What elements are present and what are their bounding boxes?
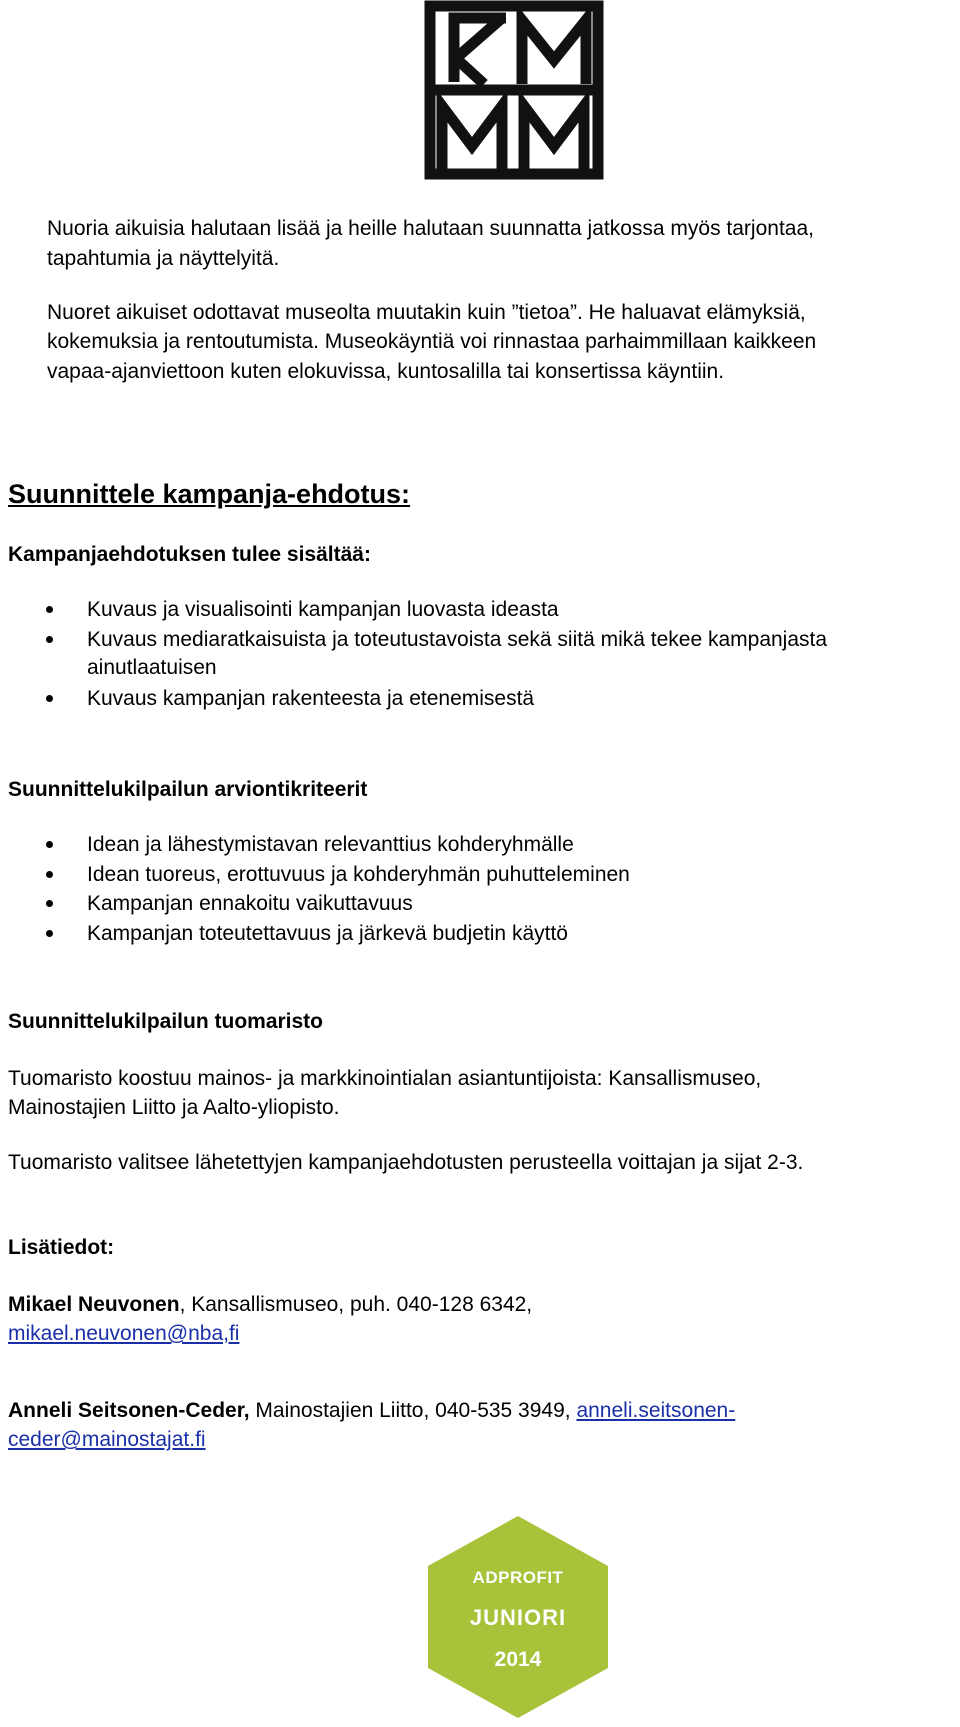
badge-line-3: 2014 xyxy=(494,1648,542,1671)
intro-paragraph-2-line-3: vapaa-ajanviettoon kuten elokuvissa, kuntosalilla tai konsertissa käyntiin. xyxy=(47,360,725,383)
criteria-heading: Suunnittelukilpailun arviontikriteerit xyxy=(8,778,368,801)
bullet-icon xyxy=(46,871,53,878)
contacts-heading: Lisätiedot: xyxy=(8,1236,115,1259)
criteria-item: Idean tuoreus, erottuvuus ja kohderyhmän puhutteleminen xyxy=(87,863,630,886)
adprofit-juniori-badge xyxy=(424,1514,612,1720)
bullet-icon xyxy=(46,900,53,907)
criteria-item: Idean ja lähestymistavan relevanttius kohderyhmälle xyxy=(87,833,574,856)
campaign-subheading: Kampanjaehdotuksen tulee sisältää: xyxy=(8,543,371,566)
intro-paragraph-2-line-1: Nuoret aikuiset odottavat museolta muutakin kuin ”tietoa”. He haluavat elämyksiä, xyxy=(47,301,806,324)
jury-paragraph-1-line-1: Tuomaristo koostuu mainos- ja markkinointialan asiantuntijoista: Kansallismuseo, xyxy=(8,1067,762,1090)
contact-1-details: , Kansallismuseo, puh. 040-128 6342, xyxy=(179,1293,533,1316)
contact-1-email-link[interactable]: mikael.neuvonen@nba,fi xyxy=(8,1322,240,1345)
campaign-item-2-line-2: ainutlaatuisen xyxy=(87,656,217,679)
contact-1-name: Mikael Neuvonen xyxy=(8,1293,180,1316)
badge-line-1: ADPROFIT xyxy=(472,1568,564,1587)
intro-paragraph-2-line-2: kokemuksia ja rentoutumista. Museokäyntiä voi rinnastaa parhaimmillaan kaikkeen xyxy=(47,330,817,353)
bullet-icon xyxy=(46,841,53,848)
jury-heading: Suunnittelukilpailun tuomaristo xyxy=(8,1010,323,1033)
contact-2-details: Mainostajien Liitto, 040-535 3949, xyxy=(249,1399,577,1422)
criteria-item: Kampanjan ennakoitu vaikuttavuus xyxy=(87,892,413,915)
bullet-icon xyxy=(46,606,53,613)
kansallismuseo-logo-icon xyxy=(424,0,604,180)
contact-2-email-link-part-1[interactable]: anneli.seitsonen- xyxy=(576,1399,736,1422)
contact-1-line-1 xyxy=(8,1290,532,1319)
jury-paragraph-2: Tuomaristo valitsee lähetettyjen kampanjaehdotusten perusteella voittajan ja sijat 2-3. xyxy=(8,1151,804,1174)
criteria-item: Kampanjan toteutettavuus ja järkevä budjetin käyttö xyxy=(87,922,568,945)
intro-paragraph-1-line-2: tapahtumia ja näyttelyitä. xyxy=(47,247,280,270)
campaign-heading: Suunnittele kampanja-ehdotus: xyxy=(8,479,411,509)
campaign-item-1: Kuvaus ja visualisointi kampanjan luovasta ideasta xyxy=(87,598,559,621)
campaign-item-2-line-1: Kuvaus mediaratkaisuista ja toteutustavoista sekä siitä mikä tekee kampanjasta xyxy=(87,628,828,651)
bullet-icon xyxy=(46,930,53,937)
intro-paragraph-1-line-1: Nuoria aikuisia halutaan lisää ja heille halutaan suunnatta jatkossa myös tarjontaa, xyxy=(47,217,814,240)
jury-paragraph-1-line-2: Mainostajien Liitto ja Aalto-yliopisto. xyxy=(8,1096,340,1119)
bullet-icon xyxy=(46,636,53,643)
contact-2-line-1 xyxy=(8,1396,735,1425)
campaign-item-3: Kuvaus kampanjan rakenteesta ja etenemisestä xyxy=(87,687,535,710)
contact-2-email-link-part-2[interactable]: ceder@mainostajat.fi xyxy=(8,1428,206,1451)
contact-1-line-2 xyxy=(8,1319,239,1348)
contact-2-name: Anneli Seitsonen-Ceder, xyxy=(8,1399,250,1422)
bullet-icon xyxy=(46,695,53,702)
badge-line-2: JUNIORI xyxy=(469,1605,567,1630)
contact-2-line-2 xyxy=(8,1425,206,1454)
